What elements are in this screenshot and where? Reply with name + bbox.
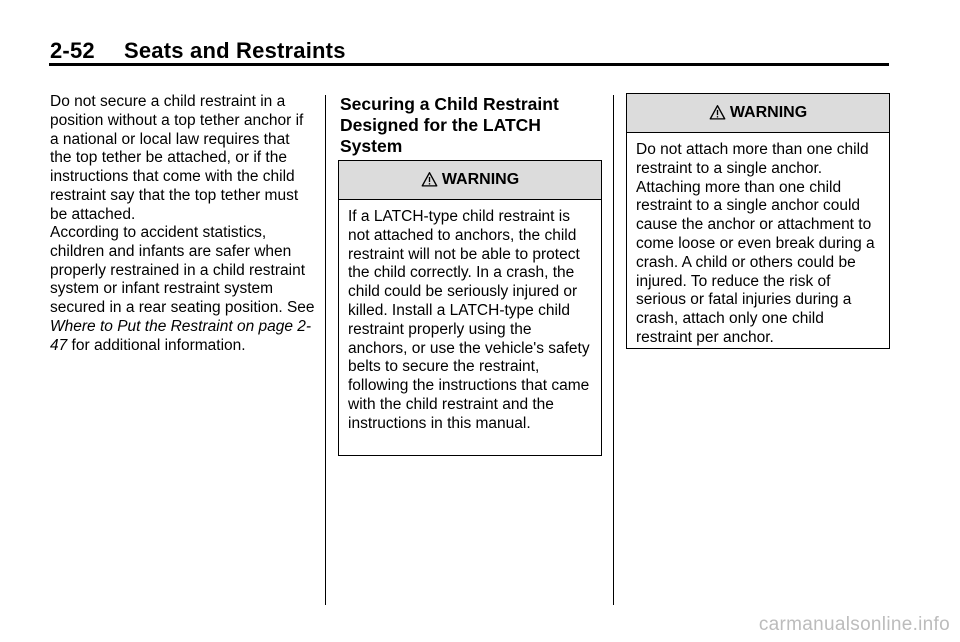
column-divider-right [613,95,614,605]
warning-header [339,161,601,200]
left-paragraph-2 [50,224,315,356]
left-paragraph-1: Do not secure a child restraint in a position without a top tether anchor if a national or local law requires that the top tether be attached, or if the instructions that come with the child restraint say that the top tether must be attached. [50,93,304,223]
section-title: Securing a Child Restraint Designed for the LATCH System [340,94,559,156]
warning-text: If a LATCH-type child restraint is not attached to anchors, the child restraint will not be able to protect the child correctly. In a crash, the child could be seriously injured or killed. Install a LATCH-type child restraint properly using the anchors, or use the vehicle's safety belts to secure the restraint, following the instructions that came with the child restraint and the instructions in this manual. [348,208,590,432]
warning-label: WARNING [441,171,520,188]
left-paragraph-2-text: According to accident statistics, children and infants are safer when properly restrained in a child restraint system or infant restraint system secured in a rear seating position. See [50,224,315,317]
warning-box-latch [338,160,602,456]
page-title: Seats and Restraints [124,38,346,63]
column-divider-left [325,95,326,605]
warning-box-anchor [626,93,890,349]
warning-text: Do not attach more than one child restraint to a single anchor. Attaching more than one child restraint to a single anchor could cause the anchor or attachment to come loose or even break during a crash. A child or others could be injured. To reduce the risk of serious or fatal injuries during a crash, attach only one child restraint per anchor. [636,141,875,346]
page-number: 2-52 [50,38,95,63]
cross-reference-link[interactable]: Where to Put the Restraint on page 2-47 [50,317,312,354]
page-header [50,38,346,64]
warning-triangle-icon [709,104,726,121]
warning-triangle-icon [421,171,438,188]
warning-label: WARNING [729,104,808,121]
warning-header [627,94,889,133]
left-paragraph-2-end: for additional information. [67,336,246,354]
watermark: carmanualsonline.info [758,614,950,635]
header-rule [49,63,889,66]
